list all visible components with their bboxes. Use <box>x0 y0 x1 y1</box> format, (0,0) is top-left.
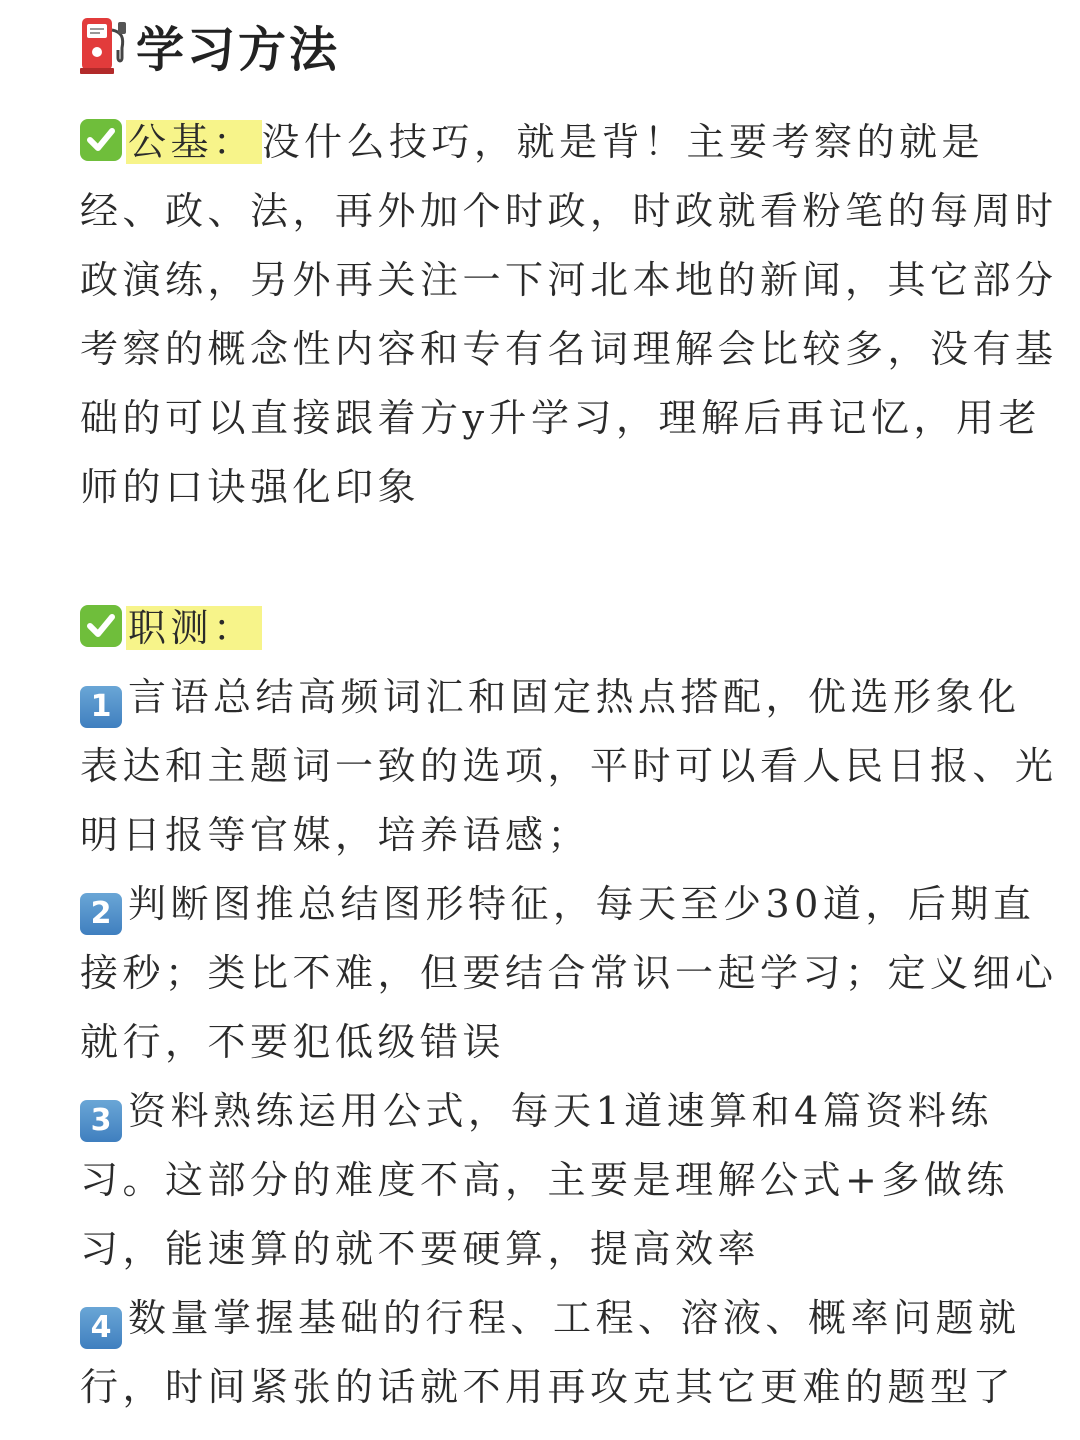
keycap-2-icon: 2 <box>80 893 122 935</box>
keycap-4-icon: 4 <box>80 1307 122 1349</box>
list-item-line: 表达和主题词一致的选项，平时可以看人民日报、光 <box>80 744 1058 788</box>
item-text: 判断图推总结图形特征，每天至少30道，后期直 <box>128 882 1036 926</box>
gongji-section <box>80 108 1058 522</box>
title-row <box>78 10 340 80</box>
list-item-line <box>80 1077 1010 1146</box>
check-mark-button-icon <box>80 605 122 647</box>
list-item-line: 行，时间紧张的话就不用再攻克其它更难的题型了 <box>80 1365 1016 1409</box>
gongji-label: 公基： <box>126 120 262 164</box>
list-item-line: 习。这部分的难度不高，主要是理解公式+多做练 <box>80 1158 1009 1202</box>
list-item-line: 接秒；类比不难，但要结合常识一起学习；定义细心 <box>80 951 1058 995</box>
keycap-1-icon: 1 <box>80 686 122 728</box>
item-text: 资料熟练运用公式，每天1道速算和4篇资料练 <box>128 1089 993 1133</box>
zhice-heading <box>80 594 1010 663</box>
gongji-line: 础的可以直接跟着方y升学习，理解后再记忆，用老 <box>80 396 1041 440</box>
gongji-line <box>80 108 1010 177</box>
gongji-line: 政演练，另外再关注一下河北本地的新闻，其它部分 <box>80 258 1058 302</box>
list-item-line: 明日报等官媒，培养语感； <box>80 813 591 857</box>
gongji-text: 没什么技巧，就是背！主要考察的就是 <box>261 120 985 164</box>
zhice-section <box>80 594 1058 1422</box>
gongji-line: 经、政、法，再外加个时政，时政就看粉笔的每周时 <box>80 189 1058 233</box>
gongji-line: 考察的概念性内容和专有名词理解会比较多，没有基 <box>80 327 1058 371</box>
check-mark-button-icon <box>80 119 122 161</box>
page-title: 学习方法 <box>136 21 341 78</box>
fuel-pump-icon <box>78 14 132 76</box>
item-text: 言语总结高频词汇和固定热点搭配，优选形象化 <box>128 675 1021 719</box>
keycap-3-icon: 3 <box>80 1100 122 1142</box>
list-item-line <box>80 1284 1021 1353</box>
list-item-line <box>80 870 1036 939</box>
zhice-label: 职测： <box>126 606 262 650</box>
item-text: 数量掌握基础的行程、工程、溶液、概率问题就 <box>128 1296 1021 1340</box>
list-item-line: 就行，不要犯低级错误 <box>80 1020 506 1064</box>
list-item-line: 习，能速算的就不要硬算，提高效率 <box>80 1227 761 1271</box>
gongji-line: 师的口诀强化印象 <box>80 465 421 509</box>
list-item-line <box>80 663 1021 732</box>
